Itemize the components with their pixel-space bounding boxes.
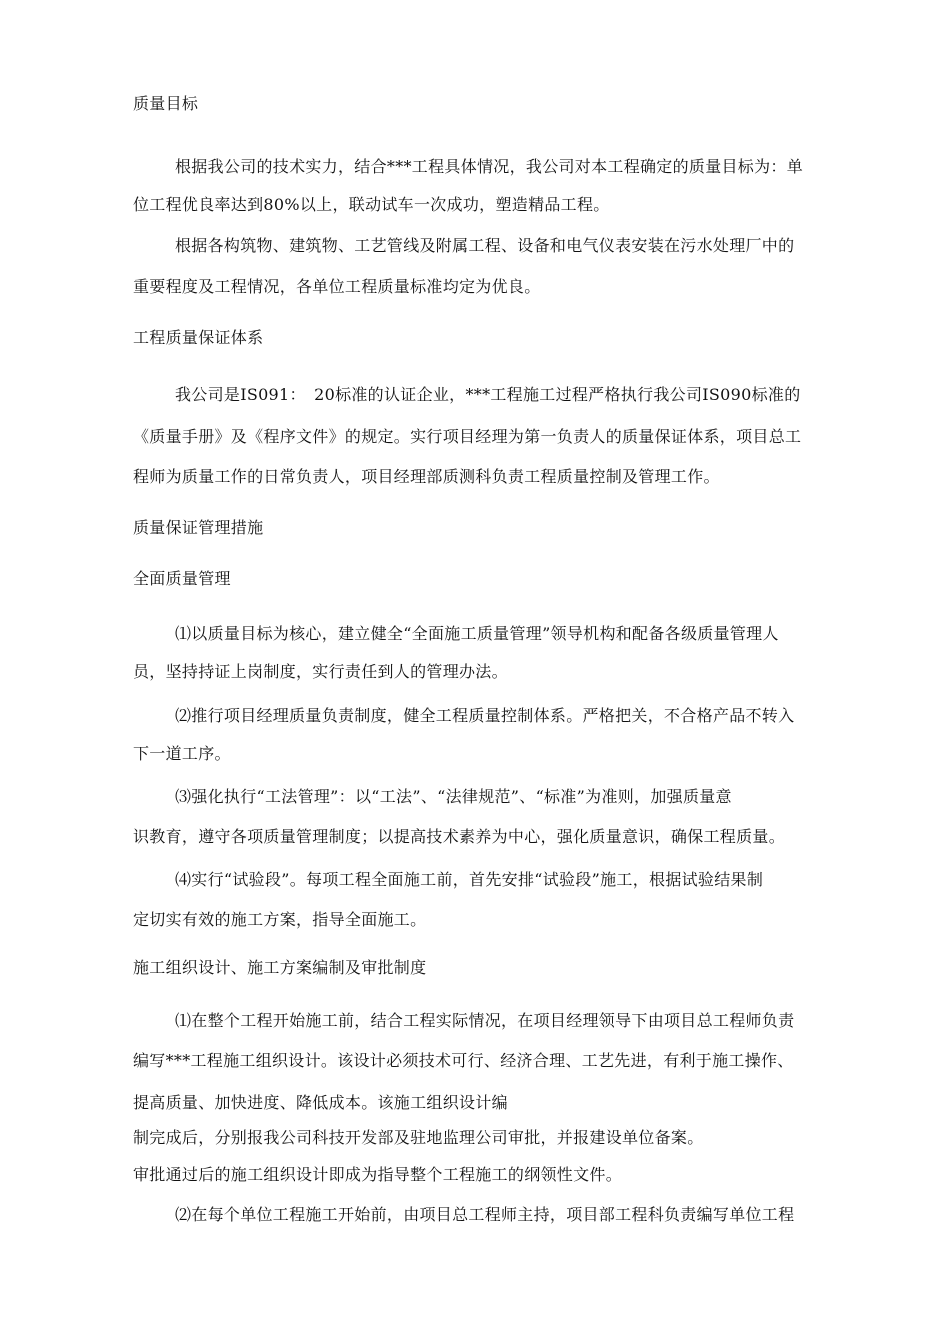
- section-heading-quality-system: 工程质量保证体系: [133, 328, 264, 347]
- paragraph-line: ⑵在每个单位工程施工开始前，由项目总工程师主持，项目部工程科负责编写单位工程: [175, 1205, 795, 1224]
- paragraph-line: 根据各构筑物、建筑物、工艺管线及附属工程、设备和电气仪表安装在污水处理厂中的: [175, 236, 795, 255]
- paragraph-line: ⑶强化执行“工法管理”：以“工法”、“法律规范”、“标准”为准则，加强质量意: [175, 787, 732, 806]
- paragraph-line: 识教育，遵守各项质量管理制度；以提高技术素养为中心，强化质量意识，确保工程质量。: [133, 827, 786, 846]
- section-heading-quality-goal: 质量目标: [133, 94, 199, 113]
- paragraph-line: 根据我公司的技术实力，结合***工程具体情况，我公司对本工程确定的质量目标为：单: [175, 157, 804, 176]
- section-heading-quality-measures: 质量保证管理措施: [133, 518, 264, 537]
- section-heading-construction-design: 施工组织设计、施工方案编制及审批制度: [133, 958, 427, 977]
- paragraph-line: 审批通过后的施工组织设计即成为指导整个工程施工的纲领性文件。: [133, 1165, 623, 1184]
- paragraph-line: ⑴以质量目标为核心，建立健全“全面施工质量管理”领导机构和配备各级质量管理人: [175, 624, 779, 643]
- paragraph-line: 程师为质量工作的日常负责人，项目经理部质测科负责工程质量控制及管理工作。: [133, 467, 720, 486]
- paragraph-line: 下一道工序。: [133, 744, 231, 763]
- paragraph-line: ⑴在整个工程开始施工前，结合工程实际情况，在项目经理领导下由项目总工程师负责: [175, 1011, 795, 1030]
- paragraph-line: 位工程优良率达到80%以上，联动试车一次成功，塑造精品工程。: [133, 195, 610, 214]
- paragraph-line: 提高质量、加快进度、降低成本。该施工组织设计编: [133, 1093, 508, 1112]
- paragraph-line: ⑷实行“试验段”。每项工程全面施工前，首先安排“试验段”施工，根据试验结果制: [175, 870, 764, 889]
- paragraph-line: ⑵推行项目经理质量负责制度，健全工程质量控制体系。严格把关，不合格产品不转入: [175, 706, 795, 725]
- paragraph-line: 定切实有效的施工方案，指导全面施工。: [133, 910, 427, 929]
- paragraph-line: 员，坚持持证上岗制度，实行责任到人的管理办法。: [133, 662, 508, 681]
- paragraph-line: 编写***工程施工组织设计。该设计必须技术可行、经济合理、工艺先进，有利于施工操作、: [133, 1051, 794, 1070]
- paragraph-line: 制完成后，分别报我公司科技开发部及驻地监理公司审批，并报建设单位备案。: [133, 1128, 704, 1147]
- paragraph-line: 重要程度及工程情况，各单位工程质量标准均定为优良。: [133, 277, 541, 296]
- paragraph-line: 《质量手册》及《程序文件》的规定。实行项目经理为第一负责人的质量保证体系，项目总工: [133, 427, 802, 446]
- paragraph-line: 我公司是IS091： 20标准的认证企业，***工程施工过程严格执行我公司IS090标准的: [175, 385, 801, 404]
- section-heading-total-quality: 全面质量管理: [133, 569, 231, 588]
